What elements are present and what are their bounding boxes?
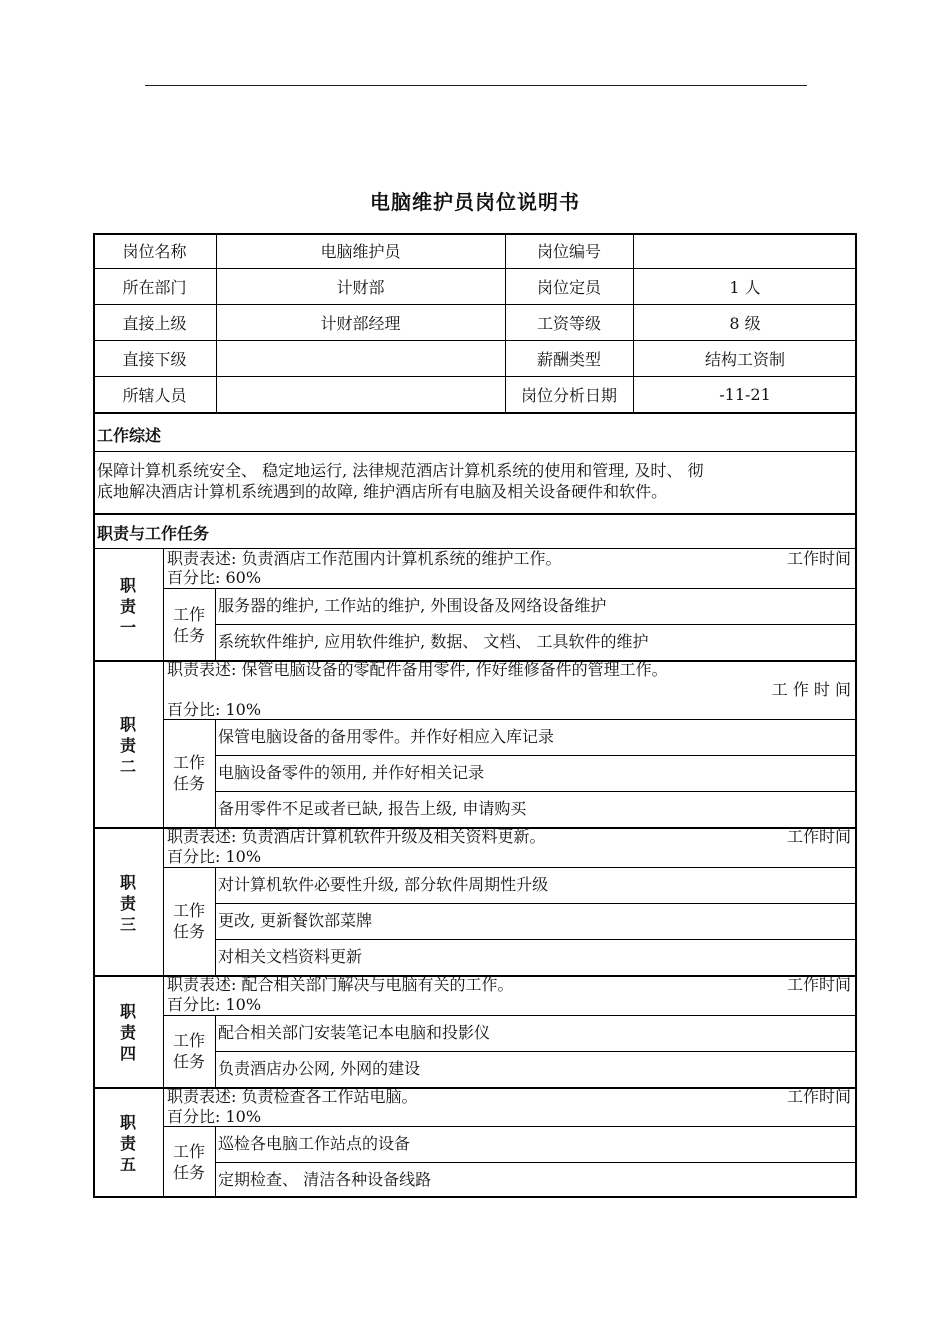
duty-2-worktime: 工 作 时 间 [771,680,851,699]
duty-3-percent: 百分比: 10% [167,847,262,866]
duty-4-label: 职 责 四 [119,1002,136,1063]
grid-line [215,867,216,975]
label-salary-type: 薪酬类型 [536,349,601,369]
duty-label [93,575,163,638]
duty-1-task-1: 服务器的维护, 工作站的维护, 外围设备及网络设备维护 [218,596,607,615]
duty-1-task-label: 工作 任务 [172,605,205,645]
value-job-title: 电脑维护员 [320,242,401,261]
duty-label [93,1112,163,1175]
duty-3-worktime: 工作时间 [786,827,851,846]
value-staff [216,376,505,412]
duty-2-label: 职 责 二 [119,715,136,776]
label-headcount: 岗位定员 [536,277,601,297]
value-job-number [633,233,857,268]
label-subordinates: 直接下级 [122,349,187,369]
duty-2-description: 职责表述: 保管电脑设备的零配件备用零件, 作好维修备件的管理工作。 [167,660,668,679]
duty-4-task-label: 工作 任务 [172,1031,205,1071]
grid-line [93,451,857,452]
grid-line [215,719,216,827]
duty-5-description: 职责表述: 负责检查各工作站电脑。 [167,1087,418,1106]
duty-5-task-label: 工作 任务 [172,1142,205,1182]
duty-4-worktime: 工作时间 [786,975,851,994]
duty-label [93,1001,163,1064]
duty-3-description: 职责表述: 负责酒店计算机软件升级及相关资料更新。 [167,827,546,846]
summary-line-1: 保障计算机系统安全、 稳定地运行, 法律规范酒店计算机系统的使用和管理, 及时、 彻 [97,461,704,480]
duty-4-task-1: 配合相关部门安装笔记本电脑和投影仪 [218,1023,491,1042]
duty-2-percent: 百分比: 10% [167,700,262,719]
duty-4-task-2: 负责酒店办公网, 外网的建设 [218,1059,421,1078]
duty-1-worktime: 工作时间 [786,549,851,568]
value-supervisor: 计财部经理 [320,313,401,333]
duty-3-label: 职 责 三 [119,873,136,934]
duty-label [93,872,163,935]
duty-5-percent: 百分比: 10% [167,1107,262,1126]
label-supervisor: 直接上级 [122,313,187,333]
label-pay-grade: 工资等级 [536,313,601,333]
value-salary-type: 结构工资制 [704,349,785,369]
duty-5-task-2: 定期检查、 清洁各种设备线路 [218,1170,432,1189]
summary-line-2: 底地解决酒店计算机系统遇到的故障, 维护酒店所有电脑及相关设备硬件和软件。 [97,482,668,501]
label-job-number: 岗位编号 [536,242,601,261]
duty-1-task-2: 系统软件维护, 应用软件维护, 数据、 文档、 工具软件的维护 [218,632,649,651]
label-job-title: 岗位名称 [122,242,187,261]
document-title: 电脑维护员岗位说明书 [370,190,580,214]
duties-heading: 职责与工作任务 [97,524,210,543]
label-staff: 所辖人员 [122,385,187,405]
duty-3-task-2: 更改, 更新餐饮部菜牌 [218,911,373,930]
duty-3-task-label: 工作 任务 [172,901,205,941]
header-rule [145,85,807,86]
duty-5-worktime: 工作时间 [786,1087,851,1106]
summary-heading: 工作综述 [97,426,162,445]
grid-line [93,412,857,414]
duty-label [93,714,163,777]
value-department: 计财部 [336,277,385,297]
value-analysis-date: -11-21 [719,384,771,404]
label-analysis-date: 岗位分析日期 [520,385,617,405]
duty-4-percent: 百分比: 10% [167,995,262,1014]
duty-4-description: 职责表述: 配合相关部门解决与电脑有关的工作。 [167,975,514,994]
label-department: 所在部门 [122,277,187,297]
duty-3-task-3: 对相关文档资料更新 [218,947,363,966]
duty-5-task-1: 巡检各电脑工作站点的设备 [218,1134,411,1153]
value-subordinates [216,340,505,376]
duty-2-task-label: 工作 任务 [172,753,205,793]
duty-2-task-1: 保管电脑设备的备用零件。并作好相应入库记录 [218,727,555,746]
value-headcount: 1 人 [729,277,761,297]
grid-line [93,513,857,515]
value-pay-grade: 8 级 [729,313,761,333]
duty-1-percent: 百分比: 60% [167,568,262,587]
duty-3-task-1: 对计算机软件必要性升级, 部分软件周期性升级 [218,875,549,894]
duty-2-task-3: 备用零件不足或者已缺, 报告上级, 申请购买 [218,799,527,818]
duty-2-task-2: 电脑设备零件的领用, 并作好相关记录 [218,763,485,782]
duty-1-description: 职责表述: 负责酒店工作范围内计算机系统的维护工作。 [167,549,562,568]
duty-1-label: 职 责 一 [119,576,136,637]
duty-5-label: 职 责 五 [119,1113,136,1174]
